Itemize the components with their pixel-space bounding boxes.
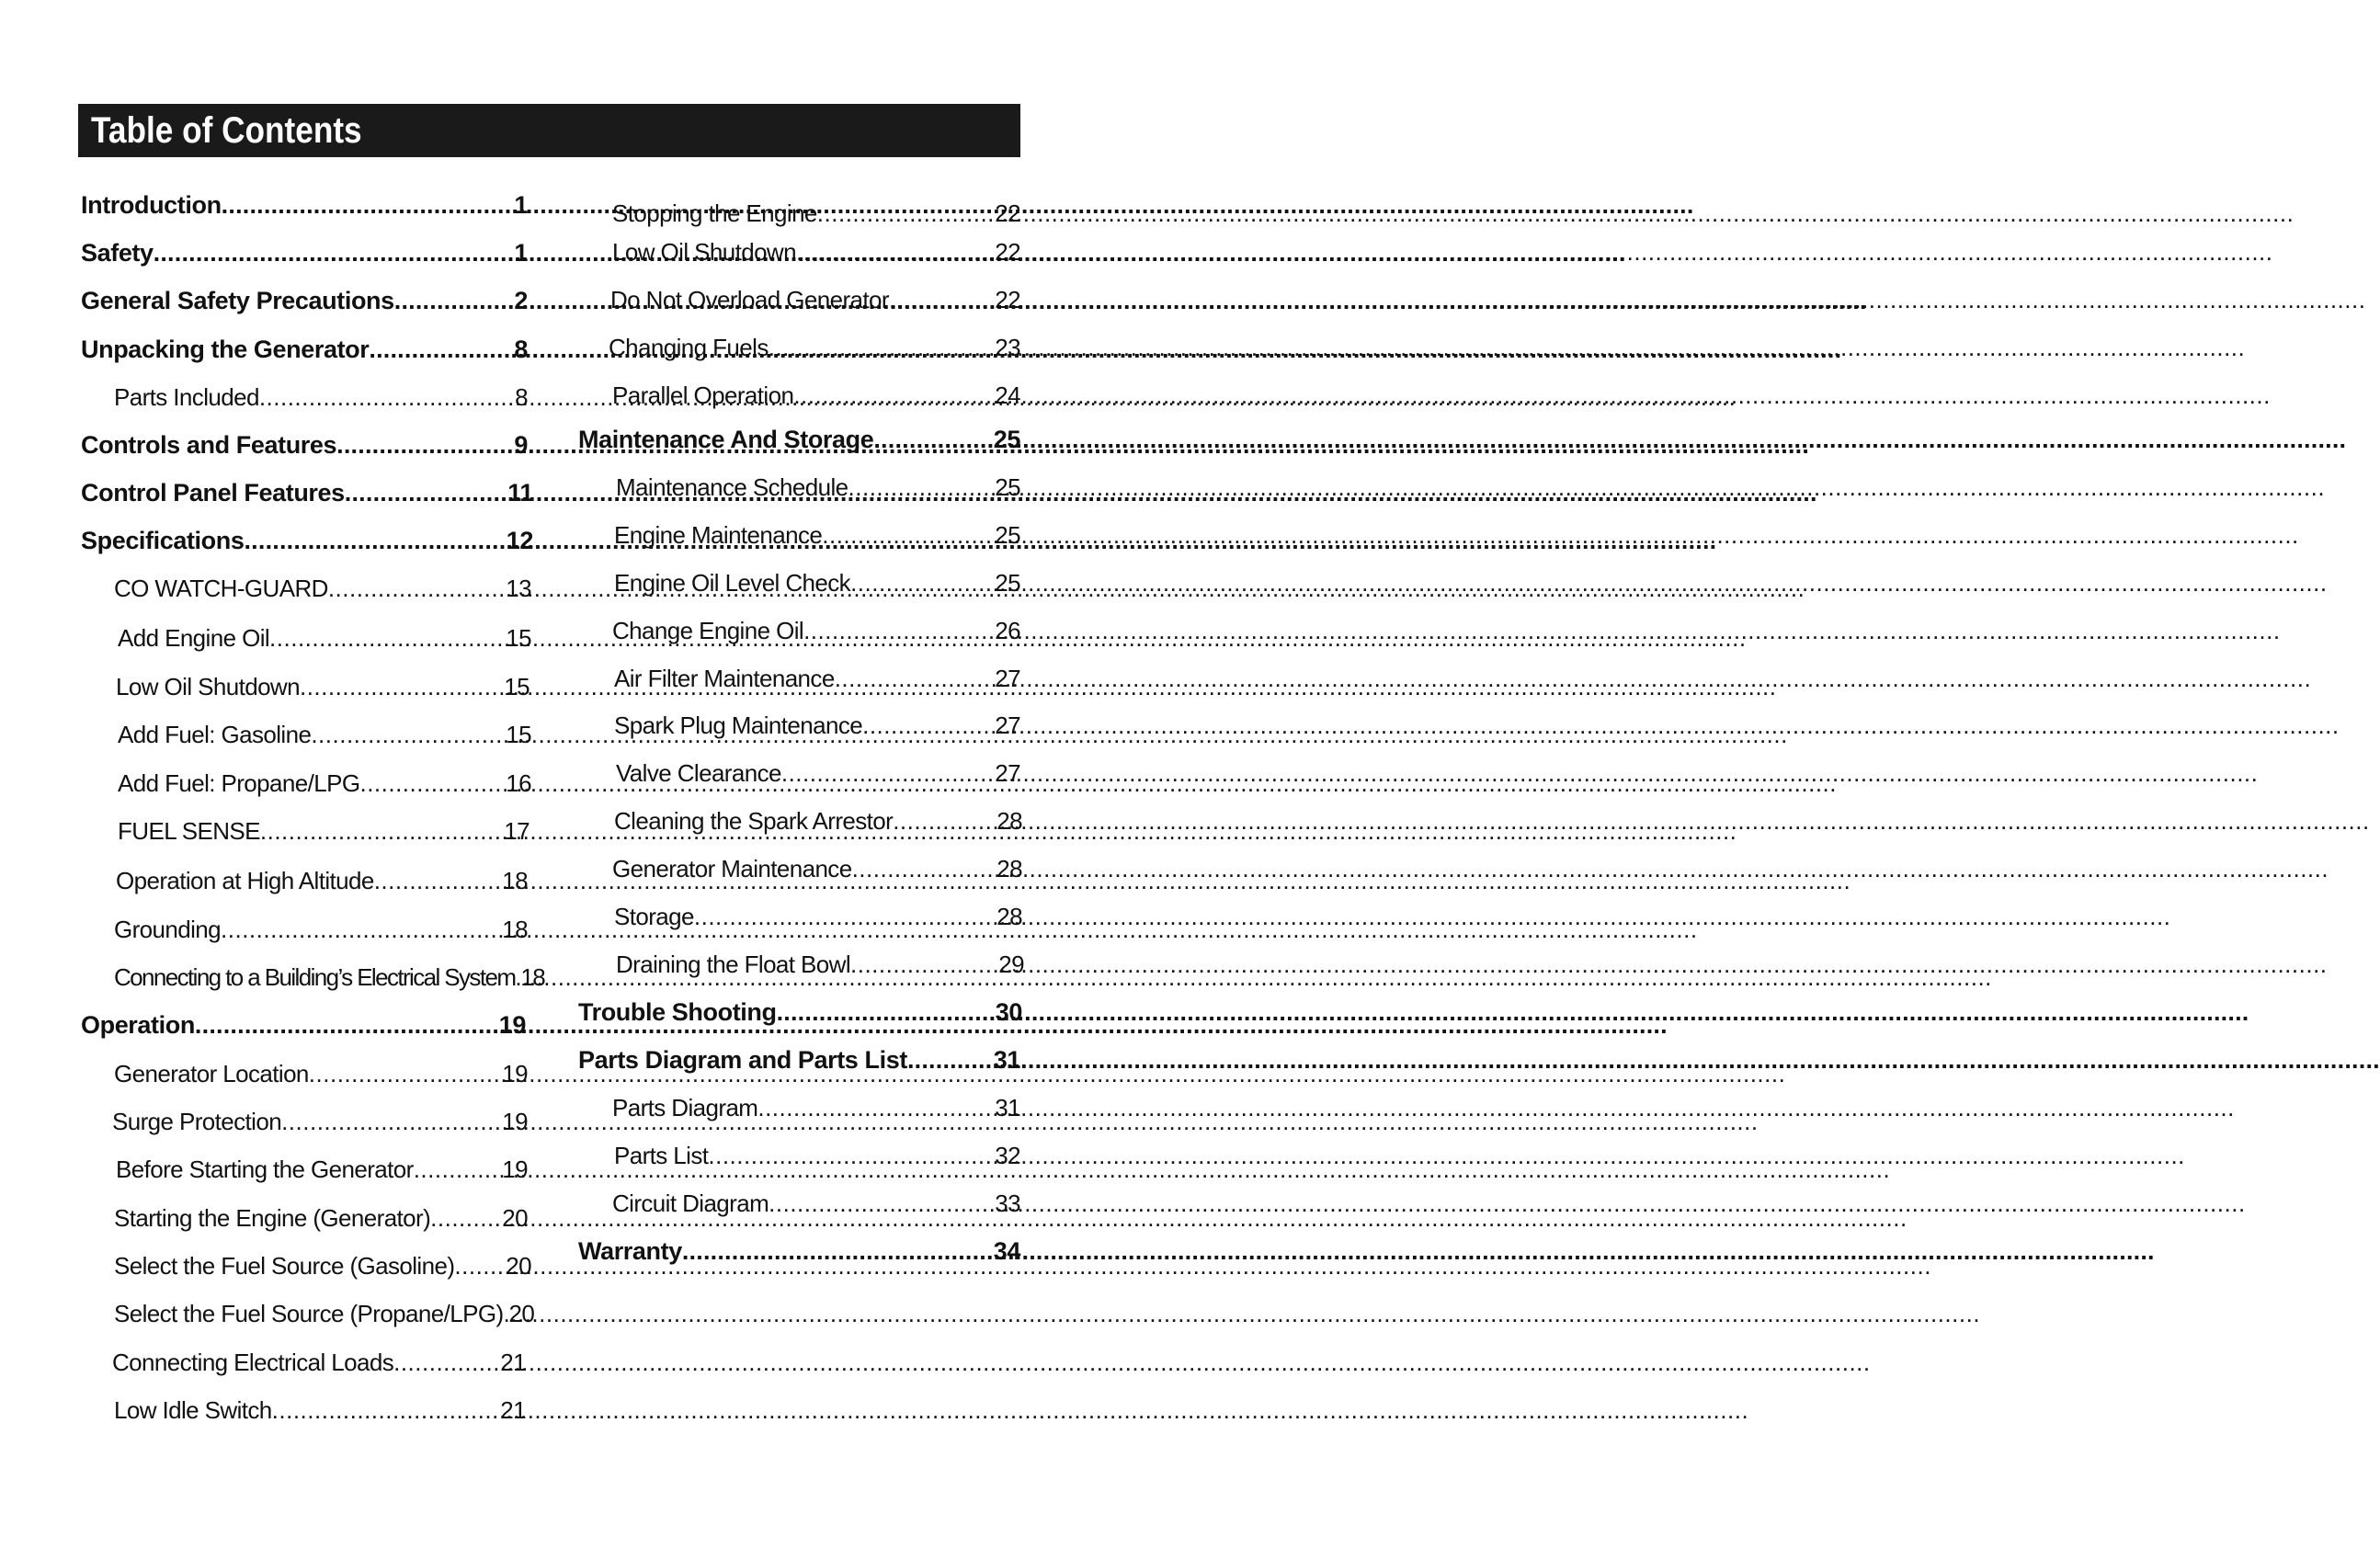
toc-entry[interactable]	[114, 1250, 531, 1281]
toc-entry[interactable]	[81, 189, 528, 221]
toc-entry[interactable]	[81, 285, 528, 316]
toc-entry-label: Select the Fuel Source (Propane/LPG)	[114, 1300, 504, 1327]
toc-entry-page: 11	[507, 479, 533, 507]
toc-entry-label: Engine Oil Level Check	[614, 569, 851, 597]
toc-entry[interactable]	[616, 757, 1020, 789]
toc-entry-label: Before Starting the Generator	[116, 1155, 414, 1183]
dot-leader	[907, 1044, 994, 1076]
toc-entry-page: 31	[995, 1094, 1020, 1121]
toc-entry[interactable]	[616, 949, 1024, 980]
dot-leader	[260, 815, 504, 847]
toc-entry-page: 20	[506, 1252, 531, 1280]
toc-entry[interactable]	[578, 996, 1022, 1028]
toc-entry-label: Do Not Overload Generator	[610, 286, 889, 313]
toc-entry-label: Maintenance And Storage	[578, 426, 874, 453]
toc-entry-page: 18	[502, 867, 528, 894]
toc-entry[interactable]	[112, 1347, 526, 1378]
toc-entry-label: Select the Fuel Source (Gasoline)	[114, 1252, 455, 1280]
toc-entry-label: Parallel Operation	[612, 381, 794, 409]
toc-entry-label: Low Oil Shutdown	[116, 673, 300, 700]
dot-leader	[850, 949, 998, 980]
toc-entry-label: Connecting to a Building’s Electrical System	[114, 963, 516, 991]
toc-entry-page: 13	[506, 575, 531, 602]
toc-entry-page: 25	[995, 473, 1020, 501]
toc-entry-page: 20	[508, 1300, 535, 1327]
toc-entry-label: Operation	[81, 1011, 195, 1039]
toc-entry-page: 20	[502, 1204, 528, 1232]
toc-entry-label: Valve Clearance	[616, 759, 781, 787]
toc-entry-page: 27	[995, 711, 1020, 739]
dot-leader	[244, 525, 506, 556]
toc-entry-label: Parts Included	[114, 383, 259, 411]
toc-entry-label: Change Engine Oil	[612, 617, 804, 644]
toc-entry[interactable]	[81, 334, 528, 365]
toc-entry-label: Stopping the Engine	[612, 199, 817, 227]
toc-entry[interactable]	[116, 1154, 528, 1185]
toc-entry-page: 15	[506, 624, 531, 652]
dot-leader	[708, 1140, 995, 1171]
toc-entry-page: 27	[995, 759, 1020, 787]
toc-entry-label: Low Idle Switch	[114, 1396, 272, 1424]
dot-leader	[345, 477, 507, 508]
toc-entry[interactable]	[578, 1044, 1020, 1076]
toc-entry-page: 15	[504, 673, 530, 700]
toc-entry-label: Unpacking the Generator	[81, 336, 370, 363]
toc-entry[interactable]	[116, 865, 528, 896]
toc-entry-label: Changing Fuels	[609, 334, 769, 361]
toc-entry-page: 2	[514, 287, 528, 314]
dot-leader	[154, 237, 515, 268]
toc-entry[interactable]	[118, 719, 531, 750]
toc-entry-label: Introduction	[81, 191, 222, 219]
toc-entry[interactable]	[612, 1188, 1020, 1219]
toc-entry-label: Circuit Diagram	[612, 1189, 769, 1217]
toc-entry-page: 32	[995, 1142, 1020, 1169]
toc-entry[interactable]	[612, 236, 1020, 267]
dot-leader	[848, 472, 996, 503]
dot-leader	[694, 901, 996, 932]
toc-entry-label: Safety	[81, 239, 154, 267]
toc-entry-page: 34	[993, 1237, 1020, 1265]
dot-leader	[822, 519, 995, 551]
dot-leader	[311, 719, 506, 750]
toc-entry[interactable]	[116, 671, 530, 702]
toc-entry[interactable]	[118, 815, 530, 847]
dot-leader	[817, 198, 995, 229]
dot-leader	[850, 567, 995, 598]
toc-entry-page: 8	[514, 336, 528, 363]
toc-entry-label: CO WATCH-GUARD	[114, 575, 328, 602]
dot-leader	[328, 573, 506, 604]
dot-leader	[781, 757, 995, 789]
toc-entry[interactable]	[616, 472, 1020, 503]
toc-entry-page: 18	[502, 916, 528, 943]
dot-leader	[269, 622, 506, 654]
toc-entry-label: FUEL SENSE	[118, 817, 260, 845]
toc-entry-page: 1	[514, 191, 528, 219]
toc-entry-page: 21	[500, 1349, 526, 1376]
toc-entry-label: Maintenance Schedule	[616, 473, 848, 501]
toc-entry-page: 16	[506, 769, 531, 797]
dot-leader	[803, 615, 995, 646]
toc-entry[interactable]	[114, 381, 528, 413]
toc-entry-page: 19	[502, 1108, 528, 1135]
toc-entry-page: 25	[993, 426, 1020, 453]
toc-entry-page: 22	[995, 199, 1020, 227]
toc-entry-page: 19	[498, 1011, 526, 1039]
toc-entry[interactable]	[610, 284, 1020, 315]
dot-leader	[757, 1092, 995, 1123]
toc-entry-page: 27	[995, 665, 1020, 692]
toc-entry-label: Control Panel Features	[81, 479, 345, 507]
toc-entry-page: 21	[500, 1396, 526, 1424]
toc-entry-page: 8	[515, 383, 528, 411]
toc-entry-page: 19	[502, 1060, 528, 1087]
toc-entry[interactable]	[578, 424, 1020, 455]
toc-entry-label: Draining the Float Bowl	[616, 950, 850, 978]
toc-entry-page: 15	[506, 721, 531, 748]
toc-entry-label: Trouble Shooting	[578, 998, 777, 1026]
toc-entry-label: Spark Plug Maintenance	[614, 711, 863, 739]
toc-entry[interactable]	[612, 853, 1022, 884]
dot-leader	[430, 1202, 502, 1234]
toc-entry-page: 29	[998, 950, 1024, 978]
toc-entry-label: Surge Protection	[112, 1108, 282, 1135]
dot-leader	[336, 429, 514, 461]
toc-entry[interactable]	[614, 663, 1020, 694]
toc-entry-label: Add Fuel: Gasoline	[118, 721, 312, 748]
toc-entry[interactable]	[614, 1140, 1020, 1171]
toc-entry-page: 12	[506, 527, 533, 554]
toc-entry-page: 9	[514, 431, 528, 459]
toc-entry-label: General Safety Precautions	[81, 287, 394, 314]
dot-leader	[369, 334, 514, 365]
toc-entry[interactable]	[81, 429, 528, 461]
dot-leader	[414, 1154, 503, 1185]
dot-leader	[222, 189, 515, 221]
toc-entry-page: 25	[995, 521, 1020, 549]
toc-entry[interactable]	[612, 1092, 1020, 1123]
toc-entry-label: Air Filter Maintenance	[614, 665, 835, 692]
toc-entry-page: 22	[995, 286, 1020, 313]
dot-leader	[889, 284, 995, 315]
toc-entry[interactable]	[114, 1202, 528, 1234]
title-banner	[78, 104, 1020, 157]
toc-entry-label: Connecting Electrical Loads	[112, 1349, 394, 1376]
dot-leader	[682, 1235, 994, 1267]
toc-entry-label: Low Oil Shutdown	[612, 238, 796, 266]
toc-entry-label: Add Engine Oil	[118, 624, 270, 652]
toc-entry[interactable]	[614, 567, 1020, 598]
dot-leader	[259, 381, 515, 413]
toc-entry[interactable]	[614, 901, 1022, 932]
toc-entry[interactable]	[614, 519, 1020, 551]
toc-entry[interactable]	[81, 525, 533, 556]
toc-entry-page: 30	[995, 998, 1022, 1026]
toc-entry[interactable]	[612, 615, 1020, 646]
toc-entry-label: Parts List	[614, 1142, 709, 1169]
toc-entry-label: Parts Diagram and Parts List	[578, 1046, 907, 1074]
dot-leader	[281, 1106, 502, 1137]
dot-leader	[300, 671, 504, 702]
dot-leader	[359, 768, 506, 799]
toc-entry[interactable]	[114, 962, 545, 993]
toc-entry-page: 24	[995, 381, 1020, 409]
dot-leader	[862, 710, 995, 741]
toc-entry-page: 23	[995, 334, 1020, 361]
toc-entry[interactable]	[612, 198, 1020, 229]
toc-entry[interactable]	[118, 622, 531, 654]
toc-entry-page: 17	[504, 817, 530, 845]
toc-entry-label: Starting the Engine (Generator)	[114, 1204, 431, 1232]
toc-entry-page: 25	[995, 569, 1020, 597]
toc-entry-label: Operation at High Altitude	[116, 867, 374, 894]
dot-leader	[769, 332, 996, 363]
dot-leader	[374, 865, 503, 896]
toc-entry-label: Cleaning the Spark Arrestor	[614, 807, 894, 835]
toc-entry-label: Warranty	[578, 1237, 682, 1265]
page-title: Table of Contents	[91, 110, 362, 151]
toc-entry-page: 33	[995, 1189, 1020, 1217]
dot-leader	[195, 1009, 499, 1041]
toc-entry-page: 18	[520, 963, 545, 991]
toc-entry-label: Add Fuel: Propane/LPG	[118, 769, 360, 797]
toc-entry-page: 28	[996, 807, 1022, 835]
toc-entry[interactable]	[81, 1009, 526, 1041]
dot-leader	[835, 663, 996, 694]
toc-entry-label: Storage	[614, 903, 694, 930]
toc-entry-page: 22	[995, 238, 1020, 266]
toc-entry-label: Engine Maintenance	[614, 521, 823, 549]
dot-leader	[893, 805, 996, 837]
toc-entry-page: 28	[996, 855, 1022, 882]
toc-entry-page: 31	[993, 1046, 1020, 1074]
dot-leader	[394, 285, 515, 316]
toc-entry[interactable]	[81, 237, 528, 268]
toc-entry[interactable]	[112, 1106, 528, 1137]
dot-leader	[769, 1188, 995, 1219]
dot-leader	[272, 1394, 501, 1426]
toc-entry-label: Generator Location	[114, 1060, 309, 1087]
toc-entry[interactable]	[114, 573, 531, 604]
toc-entry[interactable]	[614, 805, 1022, 837]
dot-leader	[777, 996, 996, 1028]
dot-leader	[852, 853, 997, 884]
dot-leader	[796, 236, 995, 267]
toc-entry[interactable]	[614, 710, 1020, 741]
toc-entry-label: Parts Diagram	[612, 1094, 758, 1121]
toc-entry-label: Controls and Features	[81, 431, 337, 459]
toc-entry-page: 28	[996, 903, 1022, 930]
toc-entry-page: 1	[514, 239, 528, 267]
toc-entry[interactable]	[81, 477, 533, 508]
dot-leader	[221, 914, 502, 945]
toc-entry[interactable]	[609, 332, 1020, 363]
dot-leader	[873, 424, 993, 455]
toc-entry[interactable]	[612, 380, 1020, 411]
toc-entry[interactable]	[578, 1235, 1020, 1267]
toc-entry[interactable]	[114, 1394, 526, 1426]
toc-entry[interactable]	[114, 1058, 528, 1089]
dot-leader	[393, 1347, 500, 1378]
dot-leader	[793, 380, 995, 411]
toc-entry[interactable]	[114, 1298, 535, 1329]
toc-entry[interactable]	[114, 914, 528, 945]
toc-entry-label: Specifications	[81, 527, 245, 554]
toc-entry[interactable]	[118, 768, 531, 799]
toc-entry-page: 26	[995, 617, 1020, 644]
toc-entry-label: Grounding	[114, 916, 222, 943]
toc-entry-page: 19	[502, 1155, 528, 1183]
dot-leader	[309, 1058, 502, 1089]
toc-entry-label: Generator Maintenance	[612, 855, 852, 882]
dot-leader	[454, 1250, 506, 1281]
